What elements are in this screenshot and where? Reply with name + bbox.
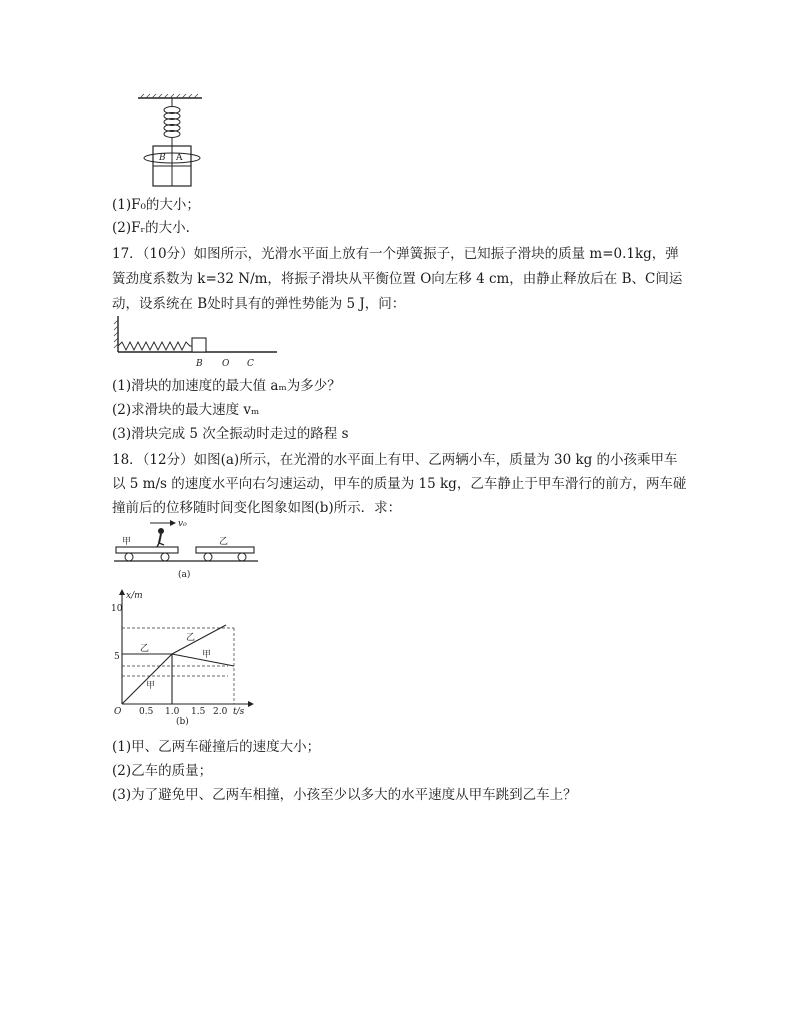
horizontal-oscillator-figure [112, 312, 282, 370]
line-label-yi-before: 乙 [140, 644, 150, 654]
q18-part3: (3)为了避免甲、乙两车相撞，小孩至少以多大的水平速度从甲车跳到乙车上？ [112, 787, 577, 803]
point-c-label: C [247, 359, 254, 369]
line-label-yi-after: 乙 [186, 633, 196, 643]
point-b-label: B [196, 359, 203, 369]
line-label-jia-before: 甲 [146, 681, 156, 691]
cart-jia-label: 甲 [122, 537, 132, 547]
block-b-label: B [159, 153, 166, 163]
q16-part1: (1)F₀的大小； [112, 197, 200, 213]
q16-part2: (2)Fᵣ的大小. [112, 220, 190, 236]
x-tick-1.0: 1.0 [165, 707, 180, 717]
spring-block-figure [130, 92, 210, 192]
q18-part1: (1)甲、乙两车碰撞后的速度大小； [112, 739, 321, 755]
cart-yi-label: 乙 [219, 537, 229, 547]
carts-figure-a [112, 516, 262, 582]
y-tick-5: 5 [114, 652, 120, 662]
q17-line2: 簧劲度系数为 k=32 N/m，将振子滑块从平衡位置 O向左移 4 cm，由静止释放后在 B、C间运 [112, 271, 683, 287]
q18-line3: 撞前后的位移随时间变化图象如图(b)所示．求： [112, 500, 402, 516]
fig-b-caption: (b) [176, 717, 189, 727]
block-a-label: A [176, 153, 183, 163]
point-o-label: O [222, 359, 230, 369]
y-axis-label: x/m [126, 591, 143, 601]
q17-line3: 动，设系统在 B处时具有的弹性势能为 5 J，问： [112, 296, 406, 312]
q17-line1: 17．（10分）如图所示，光滑水平面上放有一个弹簧振子，已知振子滑块的质量 m=0.1kg，弹 [112, 246, 679, 262]
fig-a-caption: (a) [178, 570, 191, 580]
x-tick-2.0: 2.0 [213, 707, 228, 717]
q17-part1: (1)滑块的加速度的最大值 aₘ为多少？ [112, 378, 341, 394]
q18-line1: 18．（12分）如图(a)所示，在光滑的水平面上有甲、乙两辆小车，质量为 30 kg 的小孩乘甲车 [112, 452, 678, 468]
x-tick-1.5: 1.5 [191, 707, 206, 717]
line-label-jia-after: 甲 [202, 650, 212, 660]
v0-label: v₀ [178, 519, 187, 529]
origin-label: O [114, 707, 122, 717]
q17-part3: (3)滑块完成 5 次全振动时走过的路程 s [112, 426, 349, 442]
xt-graph-figure-b [110, 588, 260, 728]
q17-part2: (2)求滑块的最大速度 vₘ [112, 402, 260, 418]
q18-line2: 以 5 m/s 的速度水平向右匀速运动，甲车的质量为 15 kg，乙车静止于甲车滑行的前方，两车碰 [112, 476, 687, 492]
y-tick-10: 10 [111, 604, 123, 614]
x-tick-0.5: 0.5 [139, 707, 154, 717]
x-axis-label: t/s [233, 707, 245, 717]
q18-part2: (2)乙车的质量； [112, 763, 213, 779]
